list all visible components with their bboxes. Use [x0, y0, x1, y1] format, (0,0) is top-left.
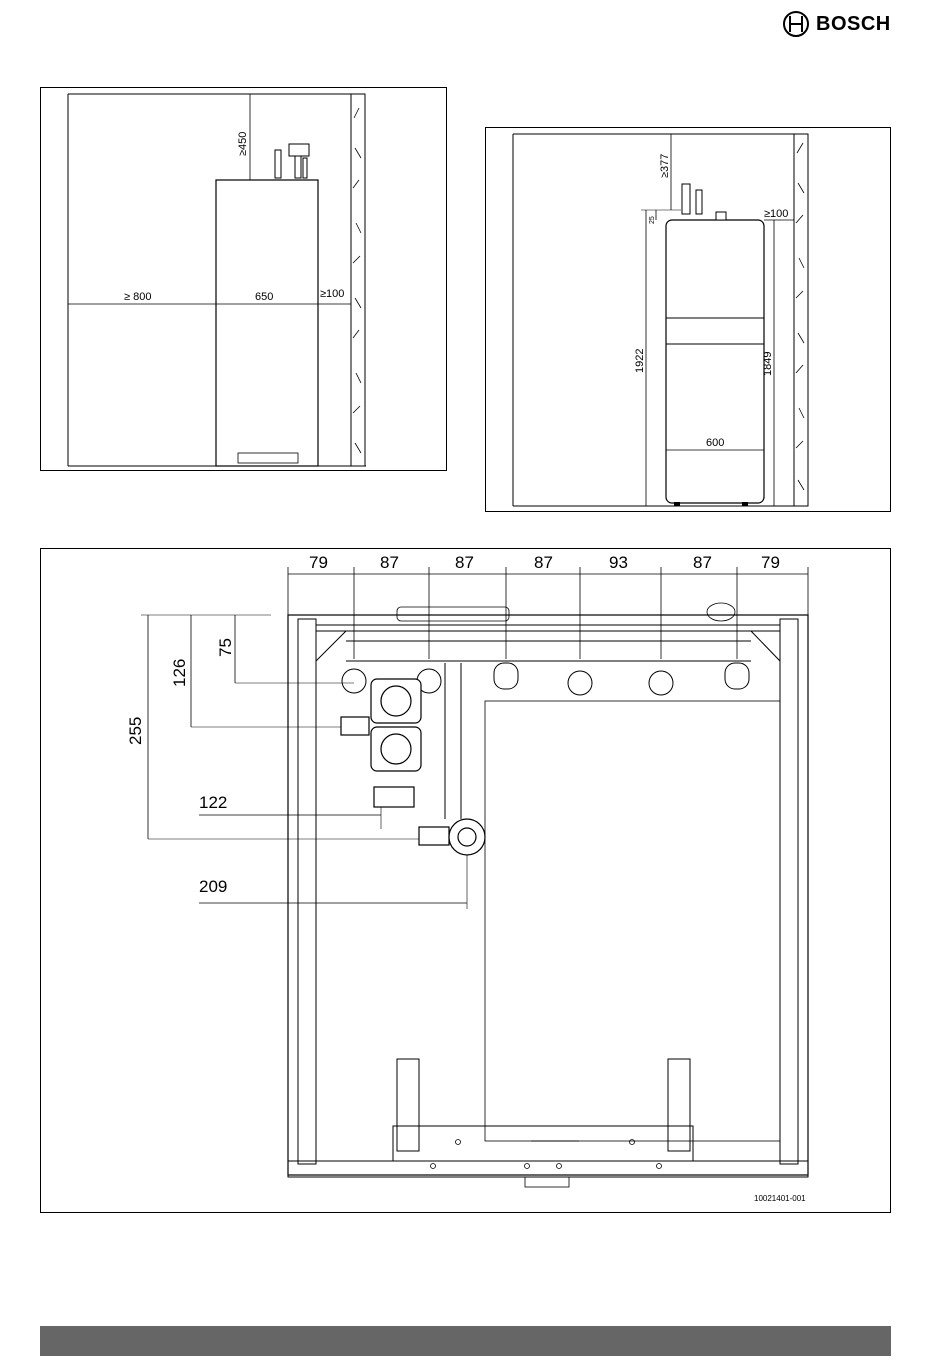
spacing-2: 87: [380, 553, 399, 572]
dim-right-clearance: ≥100: [764, 208, 789, 220]
dim-255: 255: [126, 716, 145, 745]
connection-positions-drawing: [41, 549, 890, 1212]
dim-fitting-height: 25: [649, 216, 656, 224]
dim-total-height: 1922: [634, 348, 646, 373]
figure-connection-positions: [40, 548, 891, 1213]
spacing-5: 93: [609, 553, 628, 572]
brand-logo: [782, 10, 891, 38]
dim-right-clearance: ≥100: [320, 288, 345, 300]
dim-126: 126: [170, 658, 189, 687]
figure-height-dimensions: [485, 127, 891, 512]
figure-side-clearance: [40, 87, 447, 471]
dim-unit-width: 650: [255, 291, 274, 303]
drawing-id: 10021401-001: [754, 1194, 806, 1203]
spacing-4: 87: [534, 553, 553, 572]
spacing-6: 87: [693, 553, 712, 572]
bosch-armature-icon: [782, 10, 810, 38]
dim-body-height: 1849: [762, 351, 774, 376]
spacing-1: 79: [309, 553, 328, 572]
spacing-7: 79: [761, 553, 780, 572]
spacing-3: 87: [455, 553, 474, 572]
footer-bar: [40, 1326, 891, 1356]
dim-unit-width: 600: [706, 437, 725, 449]
dim-top-clearance: ≥450: [237, 131, 249, 156]
dim-122: 122: [199, 793, 228, 812]
side-clearance-drawing: [41, 88, 446, 470]
dim-top-clearance: ≥377: [659, 153, 671, 178]
dim-left-clearance: ≥ 800: [124, 291, 152, 303]
dim-209: 209: [199, 877, 228, 896]
dim-75: 75: [216, 638, 235, 657]
height-dimensions-drawing: [486, 128, 890, 511]
brand-name: BOSCH: [816, 12, 891, 35]
